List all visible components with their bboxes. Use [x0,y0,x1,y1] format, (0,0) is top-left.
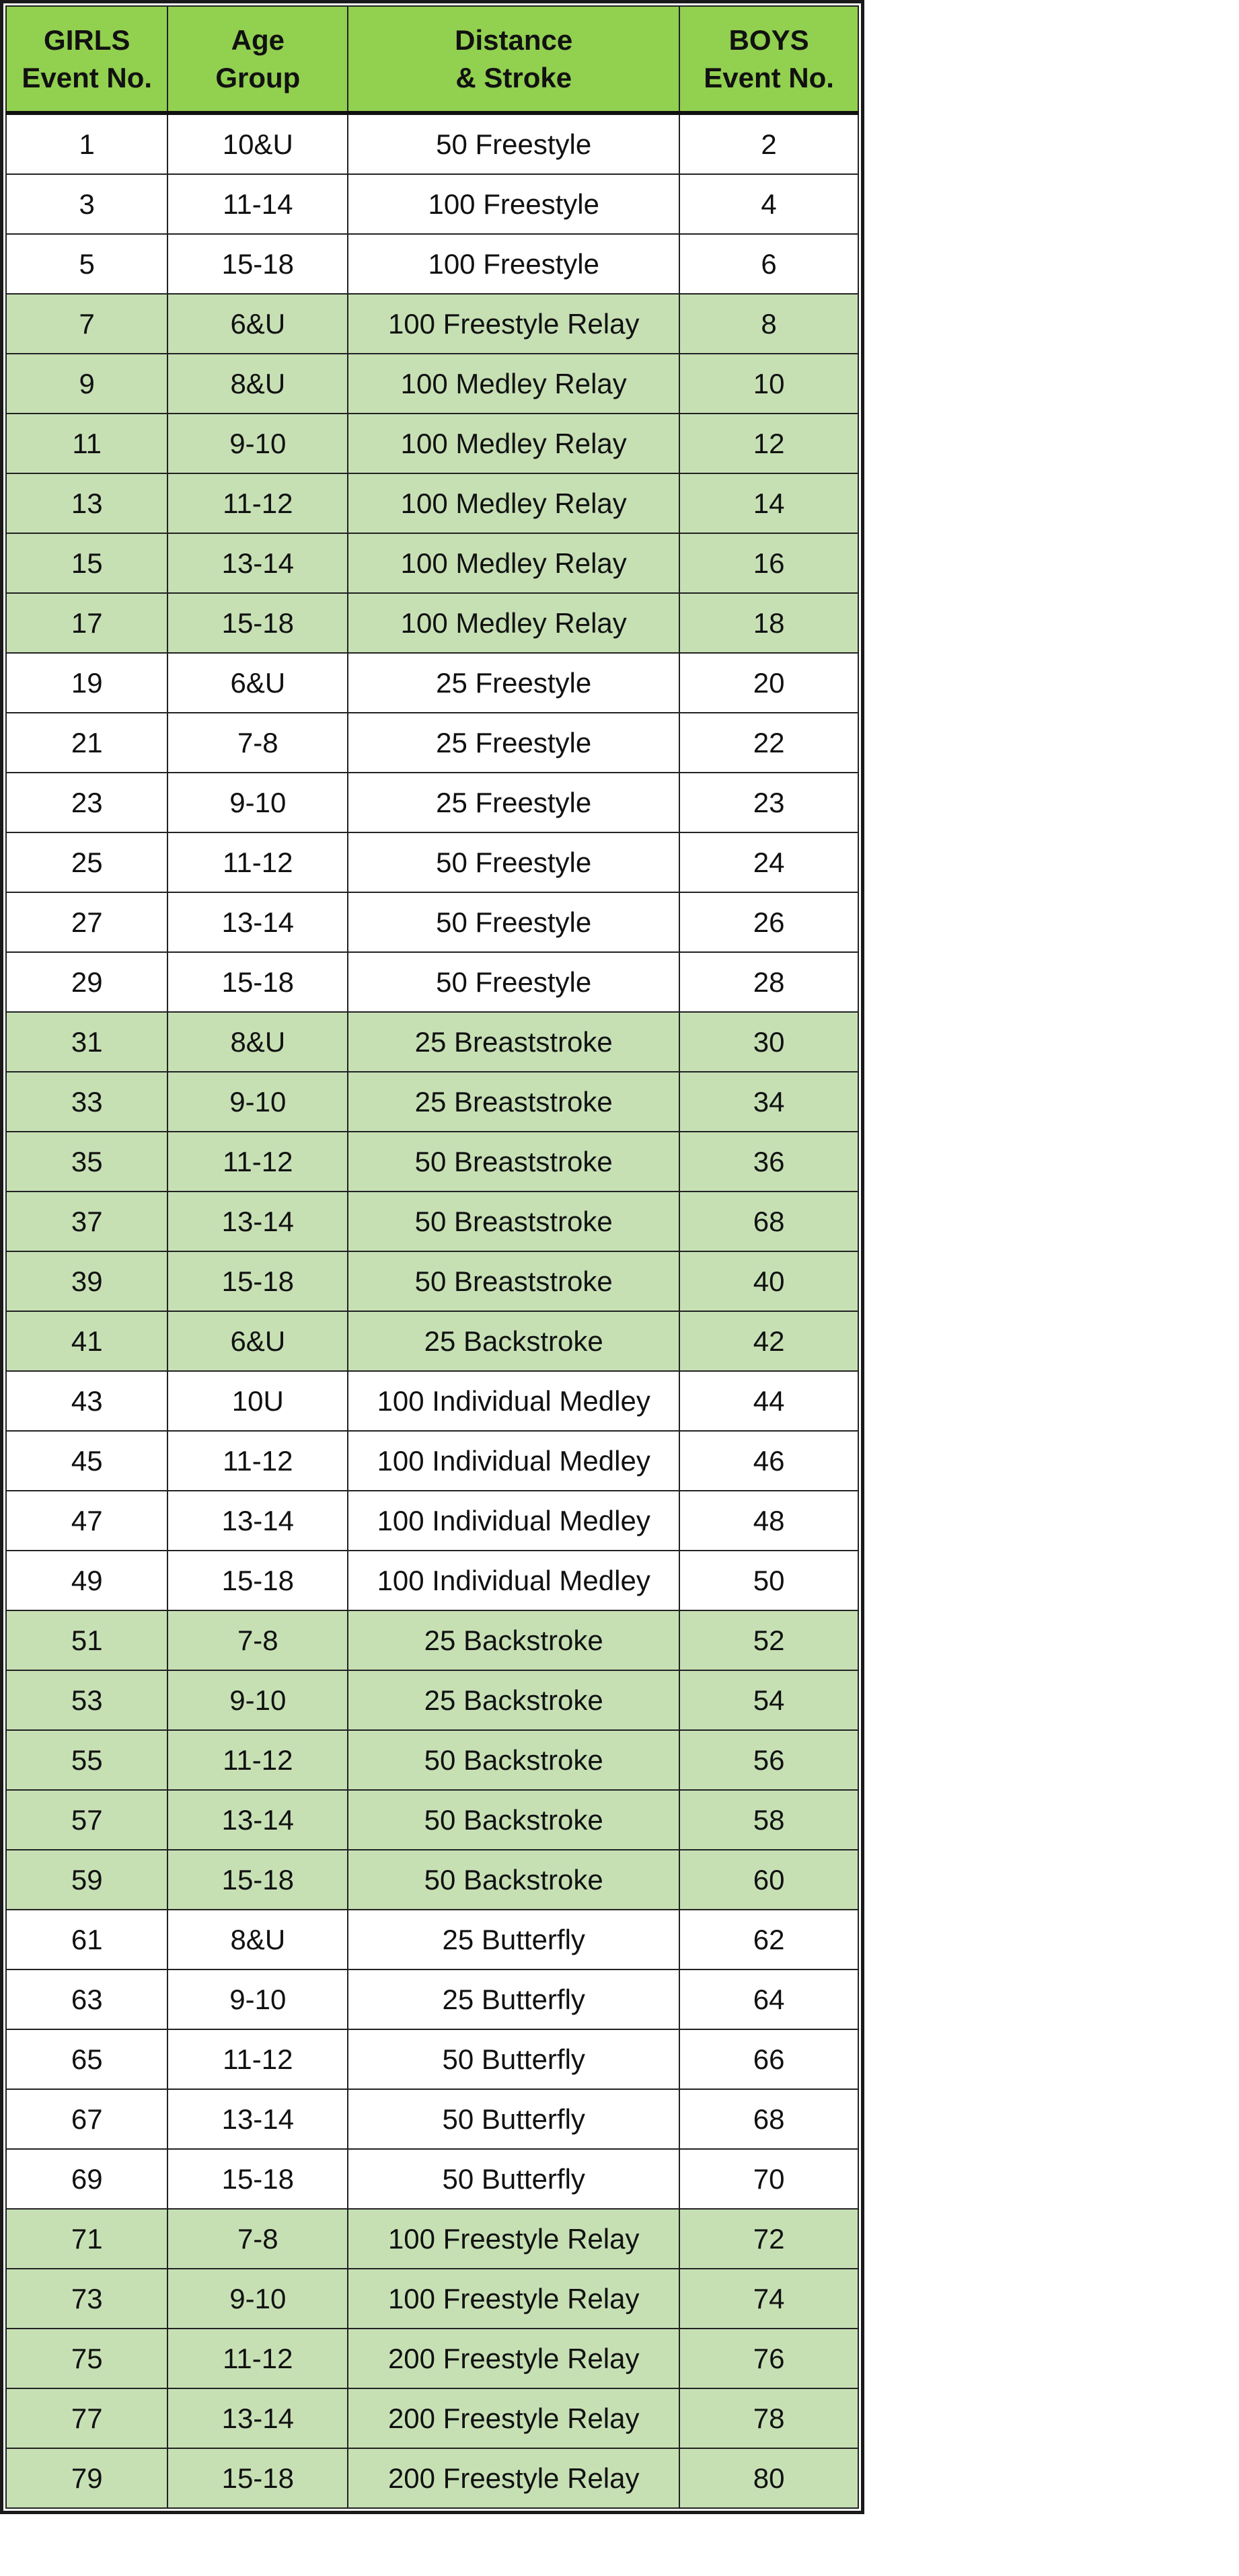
age-group-cell: 15-18 [167,2448,348,2508]
girls-event-no-cell: 27 [6,892,167,952]
girls-event-no-cell: 35 [6,1132,167,1192]
distance-stroke-cell: 100 Freestyle [348,174,679,234]
girls-event-no-cell: 5 [6,234,167,294]
girls-event-no-cell: 19 [6,653,167,713]
age-group-cell: 6&U [167,294,348,354]
age-group-cell: 11-12 [167,2329,348,2388]
distance-stroke-cell: 50 Backstroke [348,1850,679,1910]
table-row [6,533,858,593]
age-group-cell: 11-12 [167,473,348,533]
girls-event-no-cell: 25 [6,832,167,892]
distance-stroke-cell: 100 Individual Medley [348,1491,679,1551]
boys-event-no-cell: 4 [679,174,858,234]
age-group-cell: 7-8 [167,2209,348,2269]
boys-event-no-cell: 26 [679,892,858,952]
header-age-line-1: Age [231,24,285,56]
boys-event-no-cell: 68 [679,1192,858,1251]
distance-stroke-cell: 100 Individual Medley [348,1431,679,1491]
boys-event-no-cell: 2 [679,113,858,174]
girls-event-no-cell: 63 [6,1969,167,2029]
table-row [6,1969,858,2029]
girls-event-no-cell: 57 [6,1790,167,1850]
table-row [6,2089,858,2149]
table-row [6,773,858,832]
girls-event-no-cell: 39 [6,1251,167,1311]
table-row [6,952,858,1012]
boys-event-no-cell: 42 [679,1311,858,1371]
boys-event-no-cell: 50 [679,1551,858,1610]
boys-event-no-cell: 24 [679,832,858,892]
distance-stroke-cell: 25 Breaststroke [348,1012,679,1072]
girls-event-no-cell: 53 [6,1670,167,1730]
age-group-cell: 15-18 [167,1551,348,1610]
girls-event-no-cell: 9 [6,354,167,414]
table-row [6,1251,858,1311]
table-row [6,1790,858,1850]
distance-stroke-cell: 100 Freestyle [348,234,679,294]
boys-event-no-cell: 18 [679,593,858,653]
age-group-cell: 11-14 [167,174,348,234]
age-group-cell: 11-12 [167,1431,348,1491]
age-group-cell: 15-18 [167,593,348,653]
distance-stroke-cell: 25 Backstroke [348,1670,679,1730]
distance-stroke-cell: 100 Freestyle Relay [348,294,679,354]
boys-event-no-cell: 10 [679,354,858,414]
girls-event-no-cell: 45 [6,1431,167,1491]
boys-event-no-cell: 52 [679,1610,858,1670]
age-group-cell: 11-12 [167,2029,348,2089]
girls-event-no-cell: 47 [6,1491,167,1551]
age-group-cell: 9-10 [167,2269,348,2329]
boys-event-no-cell: 54 [679,1670,858,1730]
distance-stroke-cell: 25 Butterfly [348,1969,679,2029]
table-row [6,713,858,773]
age-group-cell: 6&U [167,1311,348,1371]
distance-stroke-cell: 50 Backstroke [348,1790,679,1850]
table-row [6,414,858,473]
event-order-table [5,5,859,2509]
header-girls-line-1: GIRLS [44,24,130,56]
table-row [6,354,858,414]
girls-event-no-cell: 51 [6,1610,167,1670]
boys-event-no-cell: 66 [679,2029,858,2089]
table-row [6,1311,858,1371]
table-row [6,2448,858,2508]
distance-stroke-cell: 50 Butterfly [348,2089,679,2149]
table-row [6,1072,858,1132]
girls-event-no-cell: 17 [6,593,167,653]
girls-event-no-cell: 31 [6,1012,167,1072]
table-row [6,294,858,354]
boys-event-no-cell: 16 [679,533,858,593]
distance-stroke-cell: 50 Freestyle [348,952,679,1012]
table-row [6,234,858,294]
table-row [6,1371,858,1431]
age-group-cell: 9-10 [167,1969,348,2029]
boys-event-no-cell: 72 [679,2209,858,2269]
girls-event-no-cell: 29 [6,952,167,1012]
girls-event-no-cell: 77 [6,2388,167,2448]
age-group-cell: 13-14 [167,1790,348,1850]
girls-event-no-cell: 73 [6,2269,167,2329]
girls-event-no-cell: 75 [6,2329,167,2388]
header-distance-line-2: & Stroke [455,61,572,93]
header-distance-line-1: Distance [455,24,573,56]
distance-stroke-cell: 25 Backstroke [348,1311,679,1371]
header-boys-line-1: BOYS [728,24,809,56]
distance-stroke-cell: 100 Medley Relay [348,533,679,593]
header-girls-event-no [6,6,167,113]
table-row [6,113,858,174]
table-row [6,1551,858,1610]
boys-event-no-cell: 48 [679,1491,858,1551]
distance-stroke-cell: 50 Backstroke [348,1730,679,1790]
age-group-cell: 13-14 [167,2089,348,2149]
age-group-cell: 11-12 [167,1132,348,1192]
table-row [6,1910,858,1969]
boys-event-no-cell: 60 [679,1850,858,1910]
age-group-cell: 13-14 [167,1192,348,1251]
girls-event-no-cell: 67 [6,2089,167,2149]
age-group-cell: 11-12 [167,832,348,892]
age-group-cell: 7-8 [167,1610,348,1670]
distance-stroke-cell: 100 Medley Relay [348,354,679,414]
distance-stroke-cell: 100 Medley Relay [348,414,679,473]
header-age-group [167,6,348,113]
age-group-cell: 8&U [167,1910,348,1969]
distance-stroke-cell: 25 Freestyle [348,653,679,713]
distance-stroke-cell: 50 Butterfly [348,2149,679,2209]
distance-stroke-cell: 200 Freestyle Relay [348,2388,679,2448]
girls-event-no-cell: 3 [6,174,167,234]
girls-event-no-cell: 59 [6,1850,167,1910]
girls-event-no-cell: 13 [6,473,167,533]
age-group-cell: 15-18 [167,1251,348,1311]
distance-stroke-cell: 200 Freestyle Relay [348,2448,679,2508]
distance-stroke-cell: 100 Individual Medley [348,1371,679,1431]
header-boys-line-2: Event No. [704,61,834,93]
boys-event-no-cell: 20 [679,653,858,713]
age-group-cell: 6&U [167,653,348,713]
header-girls-line-2: Event No. [22,61,153,93]
table-row [6,1670,858,1730]
table-row [6,2209,858,2269]
boys-event-no-cell: 46 [679,1431,858,1491]
girls-event-no-cell: 7 [6,294,167,354]
boys-event-no-cell: 22 [679,713,858,773]
table-row [6,892,858,952]
age-group-cell: 13-14 [167,892,348,952]
age-group-cell: 15-18 [167,234,348,294]
girls-event-no-cell: 71 [6,2209,167,2269]
distance-stroke-cell: 100 Freestyle Relay [348,2269,679,2329]
boys-event-no-cell: 36 [679,1132,858,1192]
distance-stroke-cell: 25 Freestyle [348,713,679,773]
table-row [6,1431,858,1491]
age-group-cell: 10&U [167,113,348,174]
girls-event-no-cell: 55 [6,1730,167,1790]
boys-event-no-cell: 44 [679,1371,858,1431]
girls-event-no-cell: 23 [6,773,167,832]
header-boys-event-no [679,6,858,113]
girls-event-no-cell: 49 [6,1551,167,1610]
distance-stroke-cell: 50 Freestyle [348,832,679,892]
girls-event-no-cell: 33 [6,1072,167,1132]
girls-event-no-cell: 43 [6,1371,167,1431]
table-row [6,1012,858,1072]
boys-event-no-cell: 64 [679,1969,858,2029]
header-age-line-2: Group [215,61,301,93]
age-group-cell: 8&U [167,1012,348,1072]
table-row [6,1730,858,1790]
boys-event-no-cell: 70 [679,2149,858,2209]
boys-event-no-cell: 30 [679,1012,858,1072]
distance-stroke-cell: 50 Freestyle [348,892,679,952]
age-group-cell: 13-14 [167,1491,348,1551]
table-row [6,832,858,892]
boys-event-no-cell: 34 [679,1072,858,1132]
table-row [6,1132,858,1192]
distance-stroke-cell: 100 Medley Relay [348,473,679,533]
boys-event-no-cell: 76 [679,2329,858,2388]
age-group-cell: 9-10 [167,773,348,832]
girls-event-no-cell: 69 [6,2149,167,2209]
table-header [6,6,858,113]
age-group-cell: 13-14 [167,533,348,593]
table-row [6,473,858,533]
age-group-cell: 9-10 [167,414,348,473]
table-row [6,2149,858,2209]
distance-stroke-cell: 50 Butterfly [348,2029,679,2089]
distance-stroke-cell: 25 Butterfly [348,1910,679,1969]
age-group-cell: 15-18 [167,1850,348,1910]
distance-stroke-cell: 200 Freestyle Relay [348,2329,679,2388]
age-group-cell: 10U [167,1371,348,1431]
girls-event-no-cell: 1 [6,113,167,174]
girls-event-no-cell: 65 [6,2029,167,2089]
table-row [6,2029,858,2089]
girls-event-no-cell: 11 [6,414,167,473]
girls-event-no-cell: 79 [6,2448,167,2508]
boys-event-no-cell: 58 [679,1790,858,1850]
table-body [6,113,858,2508]
age-group-cell: 13-14 [167,2388,348,2448]
girls-event-no-cell: 21 [6,713,167,773]
table-row [6,1850,858,1910]
boys-event-no-cell: 8 [679,294,858,354]
girls-event-no-cell: 37 [6,1192,167,1251]
boys-event-no-cell: 12 [679,414,858,473]
boys-event-no-cell: 28 [679,952,858,1012]
boys-event-no-cell: 80 [679,2448,858,2508]
distance-stroke-cell: 25 Freestyle [348,773,679,832]
boys-event-no-cell: 56 [679,1730,858,1790]
distance-stroke-cell: 100 Medley Relay [348,593,679,653]
boys-event-no-cell: 62 [679,1910,858,1969]
table-row [6,2329,858,2388]
girls-event-no-cell: 15 [6,533,167,593]
distance-stroke-cell: 25 Backstroke [348,1610,679,1670]
table-row [6,1192,858,1251]
header-row [6,6,858,113]
boys-event-no-cell: 78 [679,2388,858,2448]
table-row [6,174,858,234]
distance-stroke-cell: 100 Individual Medley [348,1551,679,1610]
age-group-cell: 15-18 [167,952,348,1012]
distance-stroke-cell: 50 Breaststroke [348,1192,679,1251]
girls-event-no-cell: 41 [6,1311,167,1371]
age-group-cell: 7-8 [167,713,348,773]
age-group-cell: 8&U [167,354,348,414]
girls-event-no-cell: 61 [6,1910,167,1969]
table-row [6,1610,858,1670]
age-group-cell: 9-10 [167,1072,348,1132]
boys-event-no-cell: 68 [679,2089,858,2149]
table-row [6,593,858,653]
boys-event-no-cell: 74 [679,2269,858,2329]
table-row [6,2388,858,2448]
age-group-cell: 15-18 [167,2149,348,2209]
boys-event-no-cell: 14 [679,473,858,533]
table-row [6,653,858,713]
boys-event-no-cell: 23 [679,773,858,832]
boys-event-no-cell: 6 [679,234,858,294]
distance-stroke-cell: 50 Breaststroke [348,1132,679,1192]
header-distance-stroke [348,6,679,113]
distance-stroke-cell: 100 Freestyle Relay [348,2209,679,2269]
distance-stroke-cell: 25 Breaststroke [348,1072,679,1132]
age-group-cell: 9-10 [167,1670,348,1730]
distance-stroke-cell: 50 Freestyle [348,113,679,174]
table-row [6,2269,858,2329]
boys-event-no-cell: 40 [679,1251,858,1311]
table-row [6,1491,858,1551]
age-group-cell: 11-12 [167,1730,348,1790]
distance-stroke-cell: 50 Breaststroke [348,1251,679,1311]
